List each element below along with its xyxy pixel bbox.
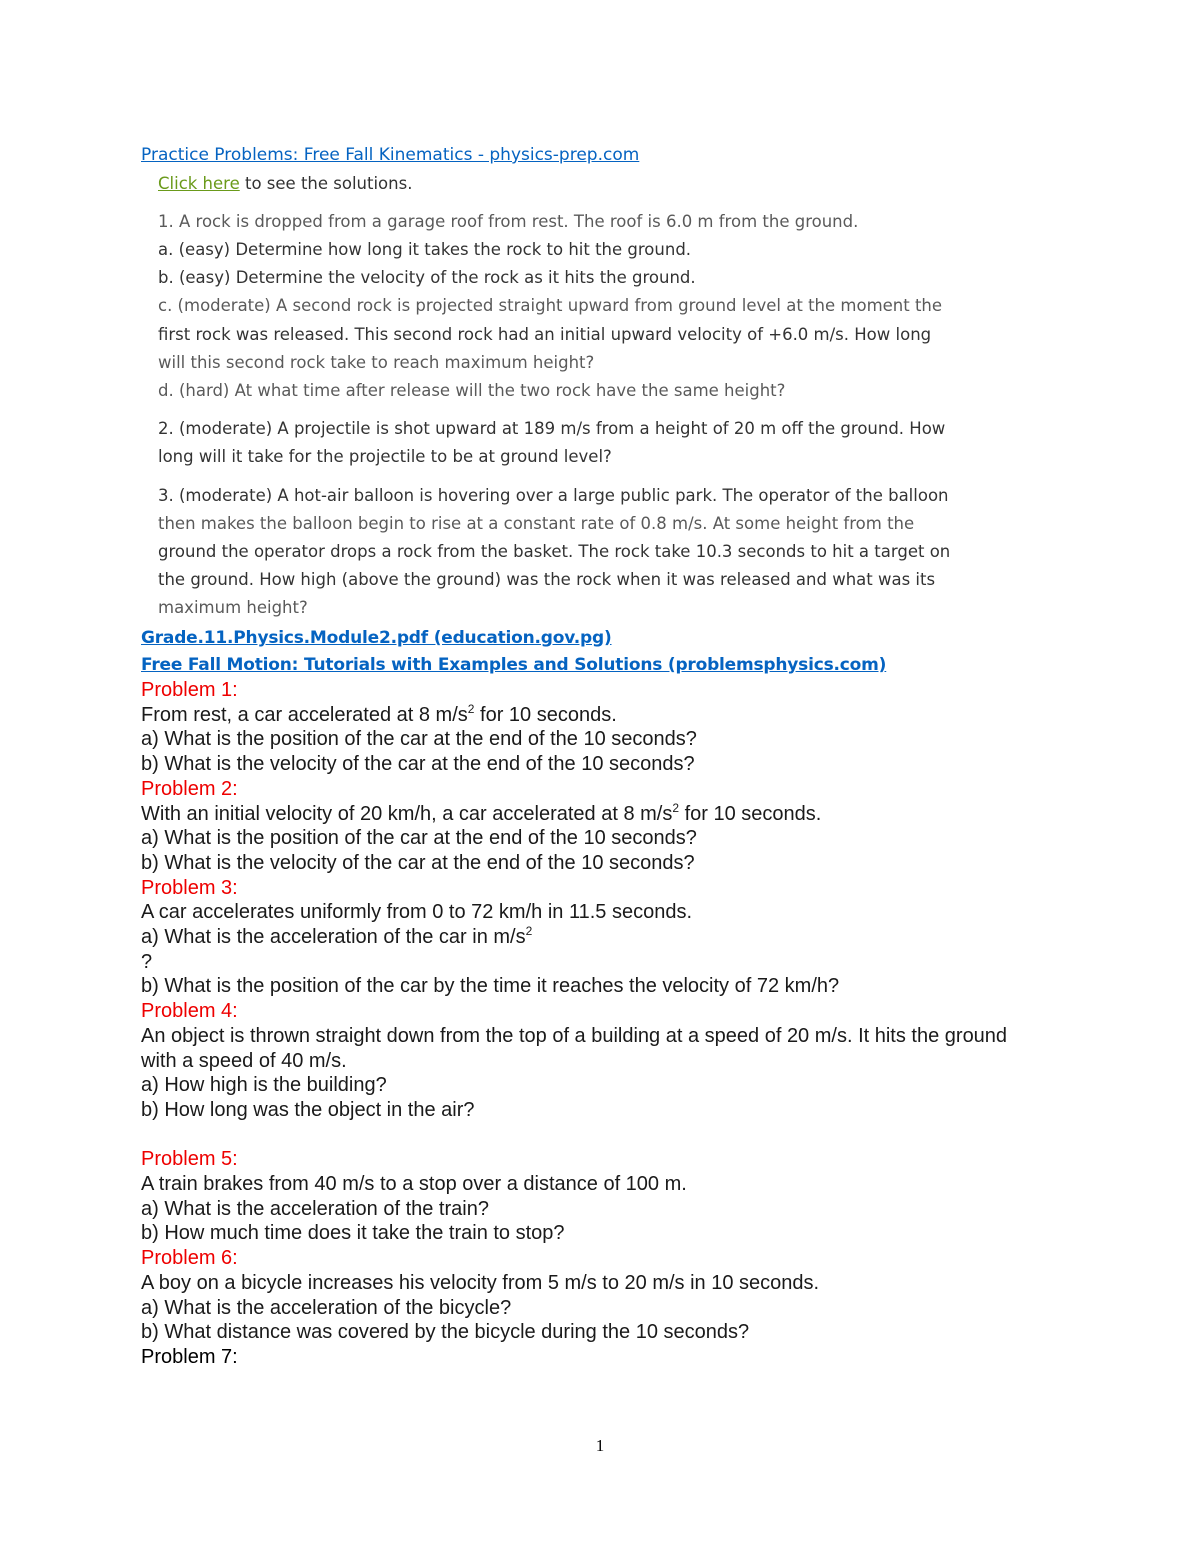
- rock-problem-part-c-line2: first rock was released. This second rock had an initial upward velocity of +6.0 m/s. How long: [158, 325, 932, 344]
- problem-2-statement: [141, 802, 1021, 827]
- problem-2-heading: Problem 2:: [141, 777, 238, 800]
- problem-6-heading: Problem 6:: [141, 1247, 238, 1270]
- problem-4-heading: Problem 4:: [141, 1000, 238, 1023]
- blank-line: [141, 1123, 1021, 1148]
- projectile-problem-line2: long will it take for the projectile to be at ground level?: [158, 447, 612, 466]
- projectile-problem-line1: 2. (moderate) A projectile is shot upward at 189 m/s from a height of 20 m off the ground. How: [158, 419, 946, 438]
- problem-3-part-a-text: a) What is the acceleration of the car in m/s: [141, 926, 526, 949]
- squared-superscript: 2: [467, 701, 475, 716]
- problem-1-statement-text: From rest, a car accelerated at 8 m/s: [141, 703, 468, 726]
- balloon-problem-line5: maximum height?: [158, 598, 308, 617]
- problem-1-part-b: b) What is the velocity of the car at the end of the 10 seconds?: [141, 753, 695, 776]
- problem-list: [141, 678, 1021, 1370]
- tutorials-link[interactable]: Free Fall Motion: Tutorials with Examples and Solutions (problemsphysics.com): [141, 655, 887, 675]
- problem-5-statement: A train brakes from 40 m/s to a stop over a distance of 100 m.: [141, 1173, 687, 1196]
- problem-4-statement: An object is thrown straight down from the top of a building at a speed of 20 m/s. It hits the ground with a speed of 40 m/s.: [141, 1024, 1008, 1072]
- problem-4-part-b: b) How long was the object in the air?: [141, 1098, 475, 1121]
- problem-2-statement-end: for 10 seconds.: [679, 802, 822, 825]
- squared-superscript: 2: [525, 924, 533, 939]
- practice-problems-link[interactable]: Practice Problems: Free Fall Kinematics - physics-prep.com: [141, 145, 640, 165]
- balloon-problem-line1: 3. (moderate) A hot-air balloon is hovering over a large public park. The operator of the balloon: [158, 486, 949, 505]
- rock-problem-part-a: a. (easy) Determine how long it takes the rock to hit the ground.: [158, 240, 692, 259]
- solutions-line: [158, 174, 412, 194]
- problem-6-part-a: a) What is the acceleration of the bicycle?: [141, 1296, 512, 1319]
- problem-4-part-a: a) How high is the building?: [141, 1074, 387, 1097]
- problem-5-part-a: a) What is the acceleration of the train?: [141, 1197, 489, 1220]
- problem-3-part-a: [141, 925, 1021, 950]
- rock-problem-part-c-line1: c. (moderate) A second rock is projected straight upward from ground level at the moment the: [158, 296, 943, 315]
- problem-2-part-a: a) What is the position of the car at the end of the 10 seconds?: [141, 827, 697, 850]
- problem-7-heading: Problem 7:: [141, 1345, 238, 1368]
- balloon-problem-line4: the ground. How high (above the ground) was the rock when it was released and what was its: [158, 570, 936, 589]
- problem-2-statement-text: With an initial velocity of 20 km/h, a car accelerated at 8 m/s: [141, 802, 673, 825]
- rock-problem-part-c-line3: will this second rock take to reach maximum height?: [158, 353, 595, 372]
- squared-superscript: 2: [672, 800, 680, 815]
- solutions-line-text: to see the solutions.: [239, 174, 413, 193]
- click-here-link[interactable]: Click here: [158, 174, 240, 193]
- rock-problem-part-b: b. (easy) Determine the velocity of the rock as it hits the ground.: [158, 268, 696, 287]
- balloon-problem-line2: then makes the balloon begin to rise at a constant rate of 0.8 m/s. At some height from the: [158, 514, 915, 533]
- problem-3-heading: Problem 3:: [141, 876, 238, 899]
- page-number: 1: [595, 1436, 605, 1455]
- module-pdf-link[interactable]: Grade.11.Physics.Module2.pdf (education.gov.pg): [141, 628, 612, 648]
- problem-1-statement-end: for 10 seconds.: [474, 703, 617, 726]
- problem-5-part-b: b) How much time does it take the train to stop?: [141, 1222, 565, 1245]
- problem-1-statement: [141, 703, 1021, 728]
- problem-1-heading: Problem 1:: [141, 679, 238, 701]
- balloon-problem-line3: ground the operator drops a rock from the basket. The rock take 10.3 seconds to hit a target on: [158, 542, 951, 561]
- problem-2-part-b: b) What is the velocity of the car at the end of the 10 seconds?: [141, 851, 695, 874]
- rock-problem-part-d: d. (hard) At what time after release will the two rock have the same height?: [158, 381, 786, 400]
- problem-6-part-b: b) What distance was covered by the bicycle during the 10 seconds?: [141, 1321, 750, 1344]
- rock-problem-intro: 1. A rock is dropped from a garage roof from rest. The roof is 6.0 m from the ground.: [158, 212, 859, 231]
- problem-5-heading: Problem 5:: [141, 1148, 238, 1171]
- problem-3-question-mark: ?: [141, 950, 153, 973]
- problem-3-statement: A car accelerates uniformly from 0 to 72 km/h in 11.5 seconds.: [141, 901, 692, 924]
- problem-1-part-a: a) What is the position of the car at the end of the 10 seconds?: [141, 728, 697, 751]
- problem-3-part-b: b) What is the position of the car by the time it reaches the velocity of 72 km/h?: [141, 975, 840, 998]
- problem-6-statement: A boy on a bicycle increases his velocity from 5 m/s to 20 m/s in 10 seconds.: [141, 1271, 820, 1294]
